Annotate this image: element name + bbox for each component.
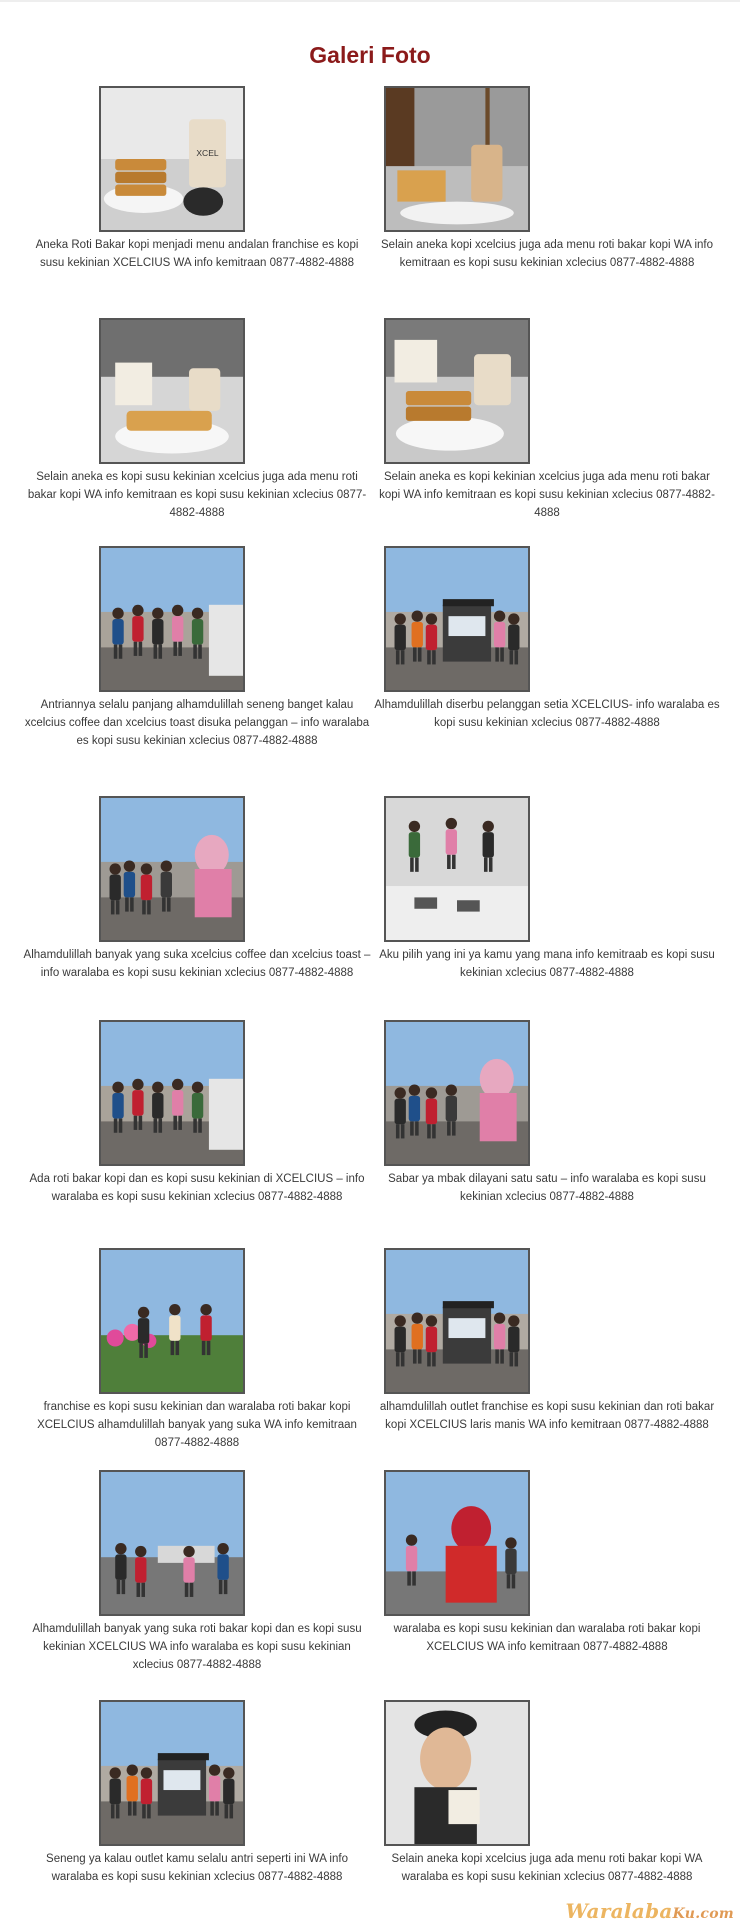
- gallery-photo[interactable]: [384, 1700, 530, 1846]
- photo-caption: Alhamdulillah banyak yang suka xcelcius coffee dan xcelcius toast – info waralaba es kopi susu kekinian xclecius 0877-4882-4888: [23, 949, 371, 979]
- gallery-photo[interactable]: [99, 1020, 245, 1166]
- gallery-photo[interactable]: [384, 1248, 530, 1394]
- watermark-brand: Waralaba: [565, 1899, 673, 1923]
- gallery-photo[interactable]: [384, 1470, 530, 1616]
- gallery-photo[interactable]: [99, 1248, 245, 1394]
- gallery-photo[interactable]: [384, 546, 530, 692]
- photo-caption: Antriannya selalu panjang alhamdulillah seneng banget kalau xcelcius coffee dan xcelcius toast disuka pelanggan – info waralaba es kopi susu kekinian xclecius 0877-4882-4888: [24, 699, 370, 747]
- gallery-photo[interactable]: [384, 318, 530, 464]
- gallery-photo[interactable]: [99, 86, 245, 232]
- gallery-photo[interactable]: [99, 318, 245, 464]
- photo-caption: Aneka Roti Bakar kopi menjadi menu andalan franchise es kopi susu kekinian XCELCIUS WA info kemitraan 0877-4882-4888: [35, 239, 359, 269]
- gallery-photo[interactable]: [99, 1700, 245, 1846]
- photo-gallery: [0, 86, 740, 1925]
- photo-caption: Selain aneka kopi xcelcius juga ada menu roti bakar kopi WA waralaba es kopi susu kekinian xclecius 0877-4882-4888: [391, 1853, 703, 1883]
- photo-caption: alhamdulillah outlet franchise es kopi susu kekinian dan roti bakar kopi XCELCIUS laris manis WA info kemitraan 0877-4882-4888: [379, 1401, 715, 1431]
- site-watermark-logo: [566, 1899, 734, 1923]
- photo-caption: Selain aneka es kopi susu kekinian xcelcius juga ada menu roti bakar kopi WA info kemitraan es kopi susu kekinian xclecius 0877-4882-4888: [27, 471, 367, 519]
- photo-caption: Sabar ya mbak dilayani satu satu – info waralaba es kopi susu kekinian xclecius 0877-4882-4888: [388, 1173, 706, 1203]
- photo-caption: franchise es kopi susu kekinian dan waralaba roti bakar kopi XCELCIUS alhamdulillah banyak yang suka WA info kemitraan 0877-4882-4888: [37, 1401, 357, 1449]
- watermark-suffix: Ku.com: [672, 1906, 734, 1922]
- gallery-photo[interactable]: [99, 1470, 245, 1616]
- gallery-photo[interactable]: [99, 796, 245, 942]
- photo-caption: Selain aneka es kopi kekinian xcelcius juga ada menu roti bakar kopi WA info kemitraan es kopi susu kekinian xclecius 0877-4882-4888: [379, 471, 715, 519]
- photo-caption: waralaba es kopi susu kekinian dan waralaba roti bakar kopi XCELCIUS WA info kemitraan 0877-4882-4888: [393, 1623, 701, 1653]
- gallery-photo[interactable]: [384, 796, 530, 942]
- photo-caption: Seneng ya kalau outlet kamu selalu antri seperti ini WA info waralaba es kopi susu kekinian xclecius 0877-4882-4888: [46, 1853, 348, 1883]
- gallery-photo[interactable]: [384, 86, 530, 232]
- svg-text:XCEL: XCEL: [196, 148, 219, 159]
- photo-caption: Aku pilih yang ini ya kamu yang mana info kemitraab es kopi susu kekinian xclecius 0877-4882-4888: [379, 949, 715, 979]
- photo-caption: Alhamdulillah diserbu pelanggan setia XCELCIUS- info waralaba es kopi susu kekinian xclecius 0877-4882-4888: [374, 699, 720, 729]
- photo-caption: Ada roti bakar kopi dan es kopi susu kekinian di XCELCIUS – info waralaba es kopi susu kekinian xclecius 0877-4882-4888: [29, 1173, 365, 1203]
- photo-caption: Alhamdulillah banyak yang suka roti bakar kopi dan es kopi susu kekinian XCELCIUS WA info waralaba es kopi susu kekinian xclecius 0877-4882-4888: [32, 1623, 362, 1671]
- gallery-photo[interactable]: [99, 546, 245, 692]
- top-divider: [0, 0, 740, 2]
- page-title: Galeri Foto: [309, 42, 431, 68]
- photo-caption: Selain aneka kopi xcelcius juga ada menu roti bakar kopi WA info kemitraan es kopi susu kekinian xclecius 0877-4882-4888: [381, 239, 713, 269]
- gallery-photo[interactable]: [384, 1020, 530, 1166]
